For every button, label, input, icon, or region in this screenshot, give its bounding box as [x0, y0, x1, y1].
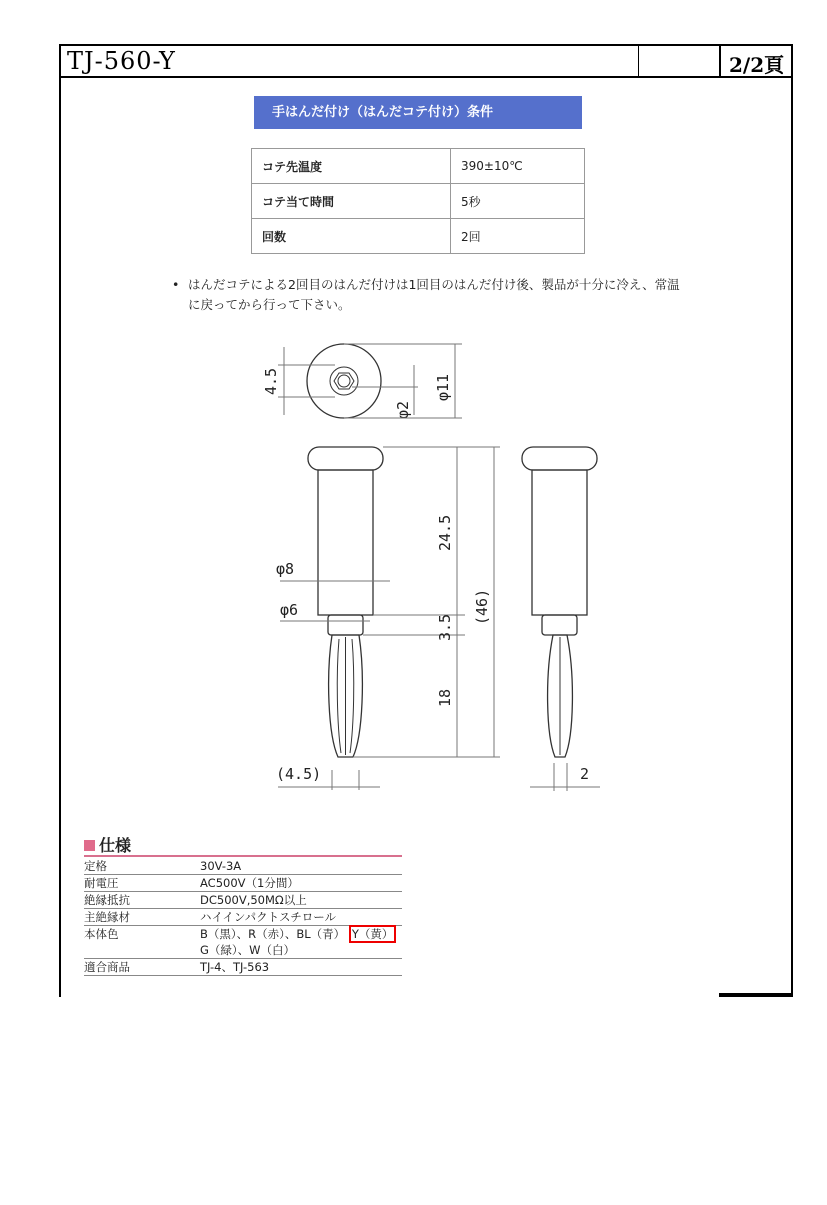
colors-list: B（黒）、R（赤）、BL（青）: [200, 927, 346, 941]
condition-label: 回数: [252, 219, 451, 254]
dim-neck-diameter-label: φ6: [280, 601, 299, 619]
title-block: [59, 44, 793, 78]
spec-value-colors: [200, 926, 402, 958]
table-row: [252, 219, 585, 254]
header-divider: [719, 46, 721, 76]
condition-value: 5秒: [451, 184, 585, 219]
soldering-note: [172, 275, 682, 315]
table-row: [84, 858, 402, 875]
page-number: 2/2頁: [729, 53, 785, 77]
table-row: [84, 892, 402, 909]
spec-value: TJ-4、TJ-563: [200, 960, 270, 974]
spec-label: 耐電圧: [84, 876, 119, 890]
dim-pin-length-label: 18: [436, 688, 454, 707]
spec-label: 適合商品: [84, 960, 130, 974]
bullet-icon: •: [172, 277, 180, 292]
spec-value: DC500V,50MΩ以上: [200, 893, 307, 907]
spec-label: 本体色: [84, 927, 119, 941]
dim-body-length-label: 24.5: [436, 514, 454, 551]
spec-value: ハイインパクトスチロール: [200, 910, 337, 924]
dim-pin-width-label: (4.5): [276, 765, 322, 783]
specs-table: [84, 858, 402, 976]
spec-label: 主絶縁材: [84, 910, 130, 924]
dim-hex-label: 4.5: [262, 367, 280, 395]
condition-value: 2回: [451, 219, 585, 254]
bottom-rule: [719, 993, 793, 997]
spec-value: AC500V（1分間）: [200, 876, 299, 890]
table-row: [84, 875, 402, 892]
note-text: はんだコテによる2回目のはんだ付けは1回目のはんだ付け後、製品が十分に冷え、常温に戻ってから行って下さい。: [188, 277, 680, 312]
top-view: [262, 344, 462, 419]
table-row: [84, 926, 402, 959]
colors-list-rest: G（緑）、W（白）: [200, 943, 296, 957]
front-dimensions: [278, 447, 500, 790]
spec-value: 30V-3A: [200, 859, 242, 873]
highlighted-color: Y（黄）: [349, 925, 397, 943]
technical-drawing: [240, 335, 620, 805]
table-row: [252, 149, 585, 184]
dim-head-label: φ11: [434, 373, 452, 401]
side-dimensions: [530, 763, 600, 791]
dim-neck-length-label: 3.5: [436, 613, 454, 641]
soldering-section-title: 手はんだ付け（はんだコテ付け）条件: [254, 96, 582, 129]
condition-label: コテ当て時間: [252, 184, 451, 219]
side-view: [522, 447, 597, 757]
condition-value: 390±10℃: [451, 149, 585, 184]
table-row: [84, 909, 402, 926]
header-divider: [638, 46, 639, 76]
dim-hole-label: φ2: [394, 400, 412, 419]
dim-body-diameter-label: φ8: [276, 560, 295, 578]
table-row: [84, 959, 402, 976]
front-view: [308, 447, 383, 757]
table-row: [252, 184, 585, 219]
spec-label: 定格: [84, 859, 107, 873]
specs-title: 仕様: [84, 833, 131, 856]
dim-side-width-label: 2: [580, 765, 590, 783]
document-title: TJ-560-Y: [67, 47, 176, 75]
soldering-conditions-table: [251, 148, 585, 254]
condition-label: コテ先温度: [252, 149, 451, 184]
square-icon: [84, 840, 95, 851]
specs-rule: [84, 855, 402, 857]
spec-label: 絶縁抵抗: [84, 893, 130, 907]
dim-total-length-label: (46): [473, 588, 491, 625]
